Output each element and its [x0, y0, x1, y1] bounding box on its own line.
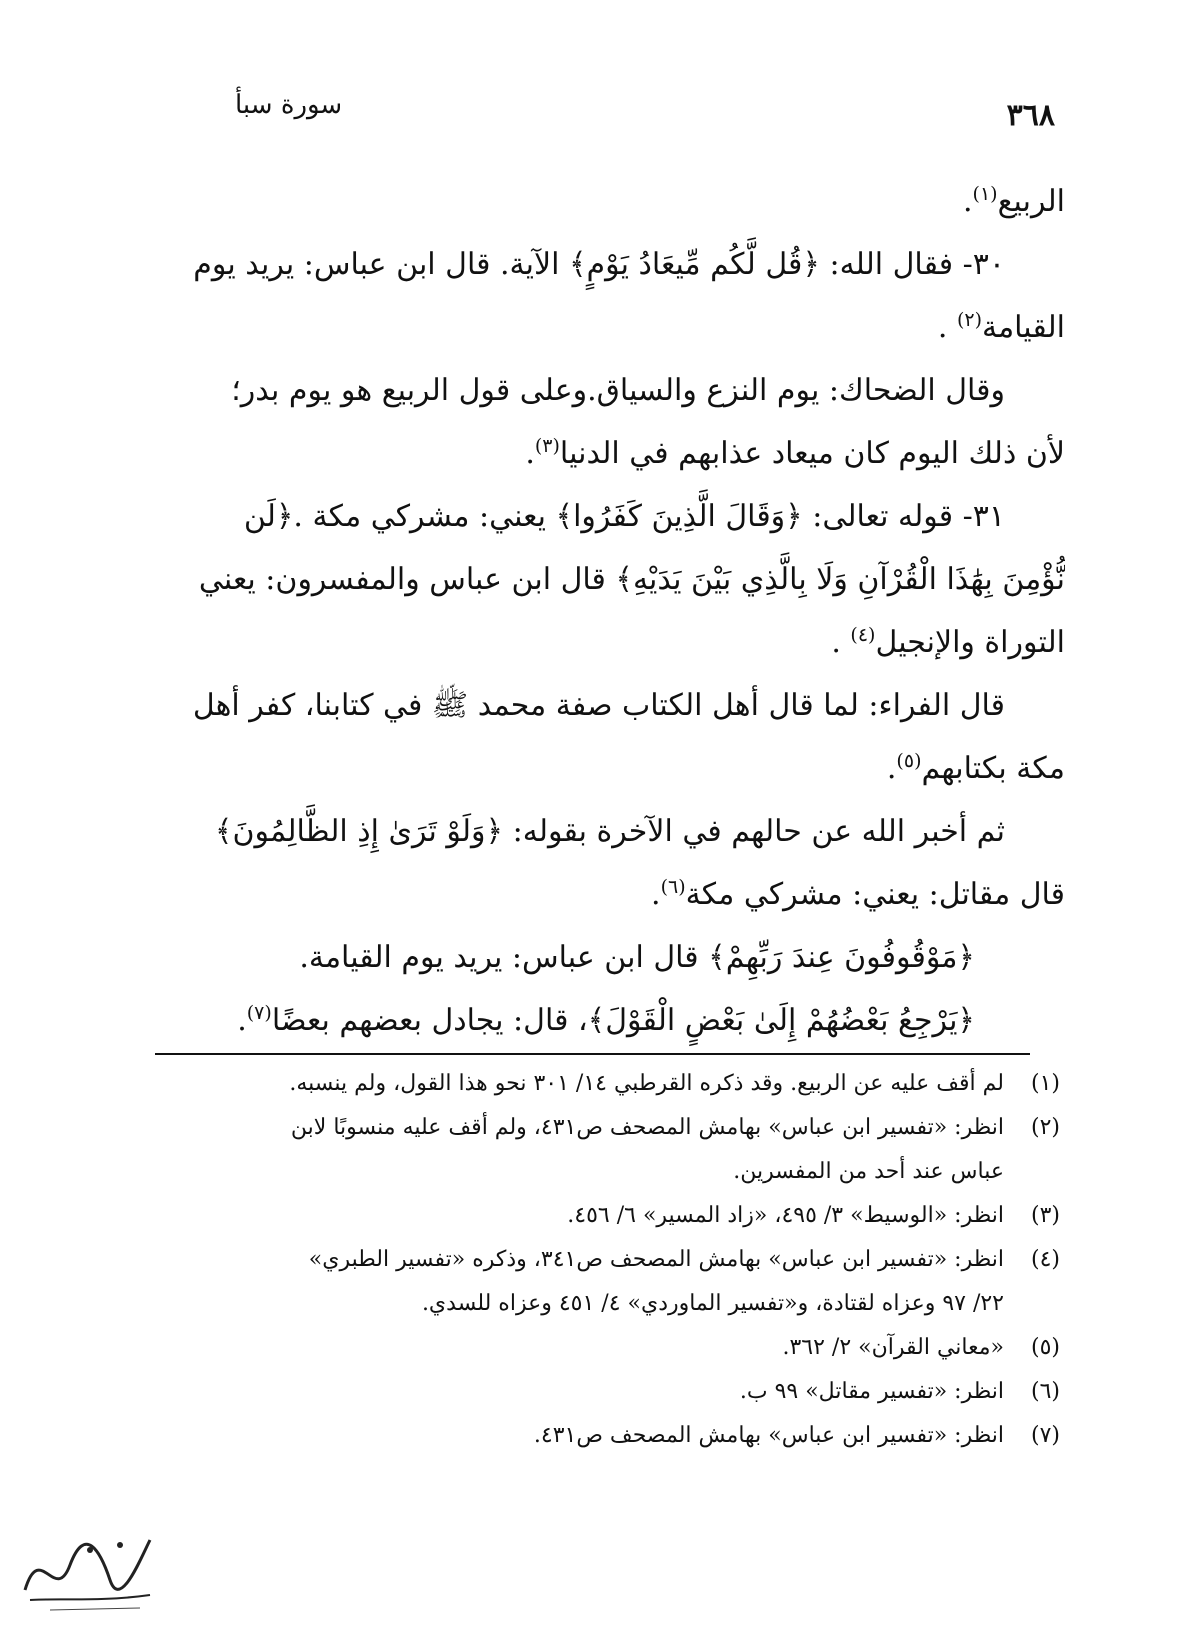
text-line: الربيع$^{(١)}$. — [962, 183, 1065, 219]
footnotes — [125, 1062, 1060, 1458]
footnote: (٦)انظر: «تفسير مقاتل» ٩٩ ب. — [125, 1370, 1060, 1414]
text-line: التوراة والإنجيل$^{(٤)}$ . — [831, 624, 1065, 660]
text-line: مكة بكتابهم$^{(٥)}$. — [886, 750, 1065, 786]
footnote-continuation: ٢٢/ ٩٧ وعزاه لقتادة، و«تفسير الماوردي» ٤/ ٤٥١ وعزاه للسدي. — [421, 1291, 1004, 1316]
footnote-number: (٤) — [1030, 1247, 1060, 1272]
footnote-number: (٣) — [1030, 1203, 1060, 1228]
publisher-logo — [10, 1520, 160, 1620]
text-line: لأن ذلك اليوم كان ميعاد عذابهم في الدنيا$^{(٣)}$. — [525, 435, 1065, 471]
footnote: (٤)انظر: «تفسير ابن عباس» بهامش المصحف ص٣٤١، وذكره «تفسير الطبري» — [125, 1238, 1060, 1282]
footnote-number: (١) — [1030, 1071, 1060, 1096]
text-line: ثم أخبر الله عن حالهم في الآخرة بقوله: ﴿وَلَوْ تَرَىٰ إِذِ الظَّالِمُونَ﴾ — [214, 814, 1005, 849]
footnote: (٥)«معاني القرآن» ٢/ ٣٦٢. — [125, 1326, 1060, 1370]
text-line: ﴿مَوْقُوفُونَ عِندَ رَبِّهِمْ﴾ قال ابن عباس: يريد يوم القيامة. — [299, 940, 975, 975]
footnote: (٣)انظر: «الوسيط» ٣/ ٤٩٥، «زاد المسير» ٦/ ٤٥٦. — [125, 1194, 1060, 1238]
text-line: نُّؤْمِنَ بِهَٰذَا الْقُرْآنِ وَلَا بِالَّذِي بَيْنَ يَدَيْهِ﴾ قال ابن عباس والمفسرون: يعني — [198, 562, 1065, 597]
page-number: ٣٦٨ — [1006, 98, 1055, 133]
text-line: قال مقاتل: يعني: مشركي مكة$^{(٦)}$. — [651, 876, 1065, 912]
footnote: (٢)انظر: «تفسير ابن عباس» بهامش المصحف ص٤٣١، ولم أقف عليه منسوبًا لابن — [125, 1106, 1060, 1150]
footnote-continuation: عباس عند أحد من المفسرين. — [733, 1159, 1004, 1184]
body-text — [135, 170, 1065, 1052]
footnote-number: (٢) — [1030, 1115, 1060, 1140]
footnote-ref: (٣) — [534, 435, 560, 457]
footnote: (١)لم أقف عليه عن الربيع. وقد ذكره القرطبي ١٤/ ٣٠١ نحو هذا القول، ولم ينسبه. — [125, 1062, 1060, 1106]
footnote-ref: (٧) — [246, 1002, 272, 1024]
footnote-ref: (٦) — [660, 876, 686, 898]
text-line: قال الفراء: لما قال أهل الكتاب صفة محمد ﷺ في كتابنا، كفر أهل — [192, 688, 1005, 723]
footnote-number: (٦) — [1030, 1379, 1060, 1404]
footnote-ref: (٢) — [956, 309, 982, 331]
footnote-divider — [155, 1053, 1030, 1055]
footnote-ref: (٤) — [850, 624, 876, 646]
footnote-ref: (١) — [972, 183, 998, 205]
text-line: وقال الضحاك: يوم النزع والسياق.وعلى قول الربيع هو يوم بدر؛ — [231, 373, 1005, 408]
footnote: (٧)انظر: «تفسير ابن عباس» بهامش المصحف ص٤٣١. — [125, 1414, 1060, 1458]
text-line: القيامة$^{(٢)}$ . — [937, 309, 1065, 345]
text-line: ﴿يَرْجِعُ بَعْضُهُمْ إِلَىٰ بَعْضٍ الْقَوْلَ﴾، قال: يجادل بعضهم بعضًا$^{(٧)}$. — [237, 1002, 975, 1038]
surah-title: سورة سبأ — [235, 90, 343, 120]
footnote-ref: (٥) — [896, 750, 922, 772]
running-head — [0, 80, 1185, 133]
footnote-number: (٥) — [1030, 1335, 1060, 1360]
text-line: ٣٠- فقال الله: ﴿قُل لَّكُم مِّيعَادُ يَوْمٍ﴾ الآية. قال ابن عباس: يريد يوم — [193, 247, 1005, 282]
text-line: ٣١- قوله تعالى: ﴿وَقَالَ الَّذِينَ كَفَرُوا﴾ يعني: مشركي مكة .﴿لَن — [243, 499, 1005, 534]
footnote-number: (٧) — [1030, 1423, 1060, 1448]
